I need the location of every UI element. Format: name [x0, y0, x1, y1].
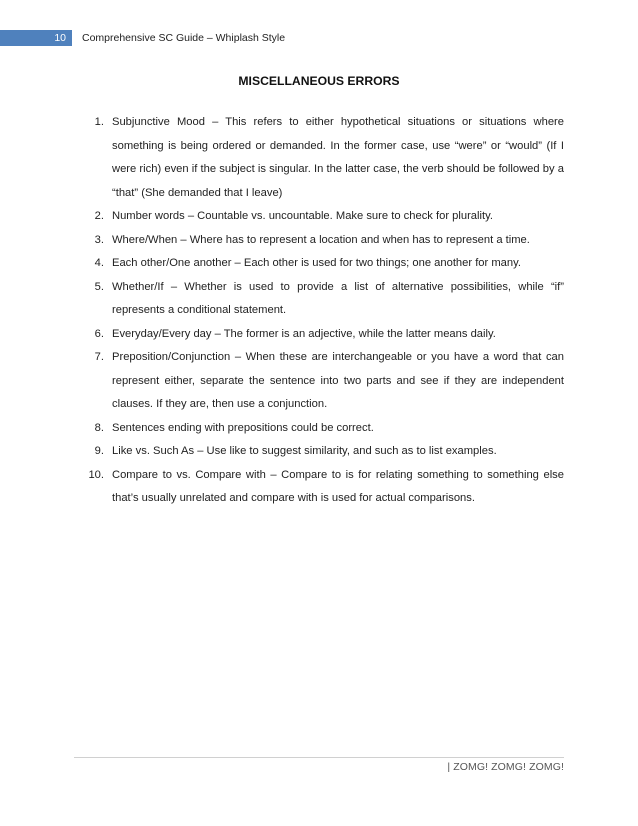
item-text: Subjunctive Mood – This refers to either hypothetical situations or situations where something is being ordered or demanded. In the former case, use “were” or “would” (If I were rich) even if the subject is singular. In the latter case, the verb should be followed by a “that” (She demanded that I leave): [112, 116, 564, 199]
error-list: [90, 111, 564, 511]
item-number: 4.: [94, 257, 104, 269]
item-number: 10.: [88, 468, 104, 481]
item-text: Sentences ending with prepositions could be correct.: [112, 421, 374, 434]
list-item: [90, 276, 564, 323]
item-number: 7.: [94, 351, 104, 363]
list-item: [90, 464, 564, 511]
item-text: Compare to vs. Compare with – Compare to is for relating something to something else that’s usually unrelated and compare with is used for actual comparisons.: [112, 468, 564, 504]
list-item: [90, 440, 564, 464]
list-item: [90, 346, 564, 417]
item-text: Number words – Countable vs. uncountable. Make sure to check for plurality.: [112, 210, 493, 222]
item-text: Like vs. Such As – Use like to suggest similarity, and such as to list examples.: [112, 445, 497, 457]
item-number: 8.: [94, 421, 104, 434]
item-text: Whether/If – Whether is used to provide a list of alternative possibilities, while “if” represents a conditional statement.: [112, 280, 564, 316]
footer-divider: [74, 757, 564, 758]
item-text: Each other/One another – Each other is used for two things; one another for many.: [112, 257, 521, 269]
item-number: 3.: [94, 233, 104, 246]
item-number: 9.: [94, 445, 104, 457]
item-number: 5.: [94, 280, 104, 293]
item-number: 1.: [94, 116, 104, 128]
item-text: Where/When – Where has to represent a location and when has to represent a time.: [112, 233, 530, 246]
list-item: [90, 229, 564, 253]
item-text: Preposition/Conjunction – When these are interchangeable or you have a word that can represent either, separate the sentence into two parts and see if they are independent clauses. If they are, then use a conjunction.: [112, 351, 564, 410]
list-item: [90, 111, 564, 205]
section-title: MISCELLANEOUS ERRORS: [238, 74, 400, 88]
item-text: Everyday/Every day – The former is an adjective, while the latter means daily.: [112, 327, 496, 340]
list-item: [90, 417, 564, 441]
page-number: 10: [0, 30, 72, 46]
item-number: 6.: [94, 327, 104, 340]
list-item: [90, 323, 564, 347]
list-item: [90, 252, 564, 276]
document-title: Comprehensive SC Guide – Whiplash Style: [82, 32, 286, 44]
list-item: [90, 205, 564, 229]
page-header: [0, 28, 638, 48]
item-number: 2.: [94, 210, 104, 222]
footer-text: | ZOMG! ZOMG! ZOMG!: [447, 761, 564, 773]
